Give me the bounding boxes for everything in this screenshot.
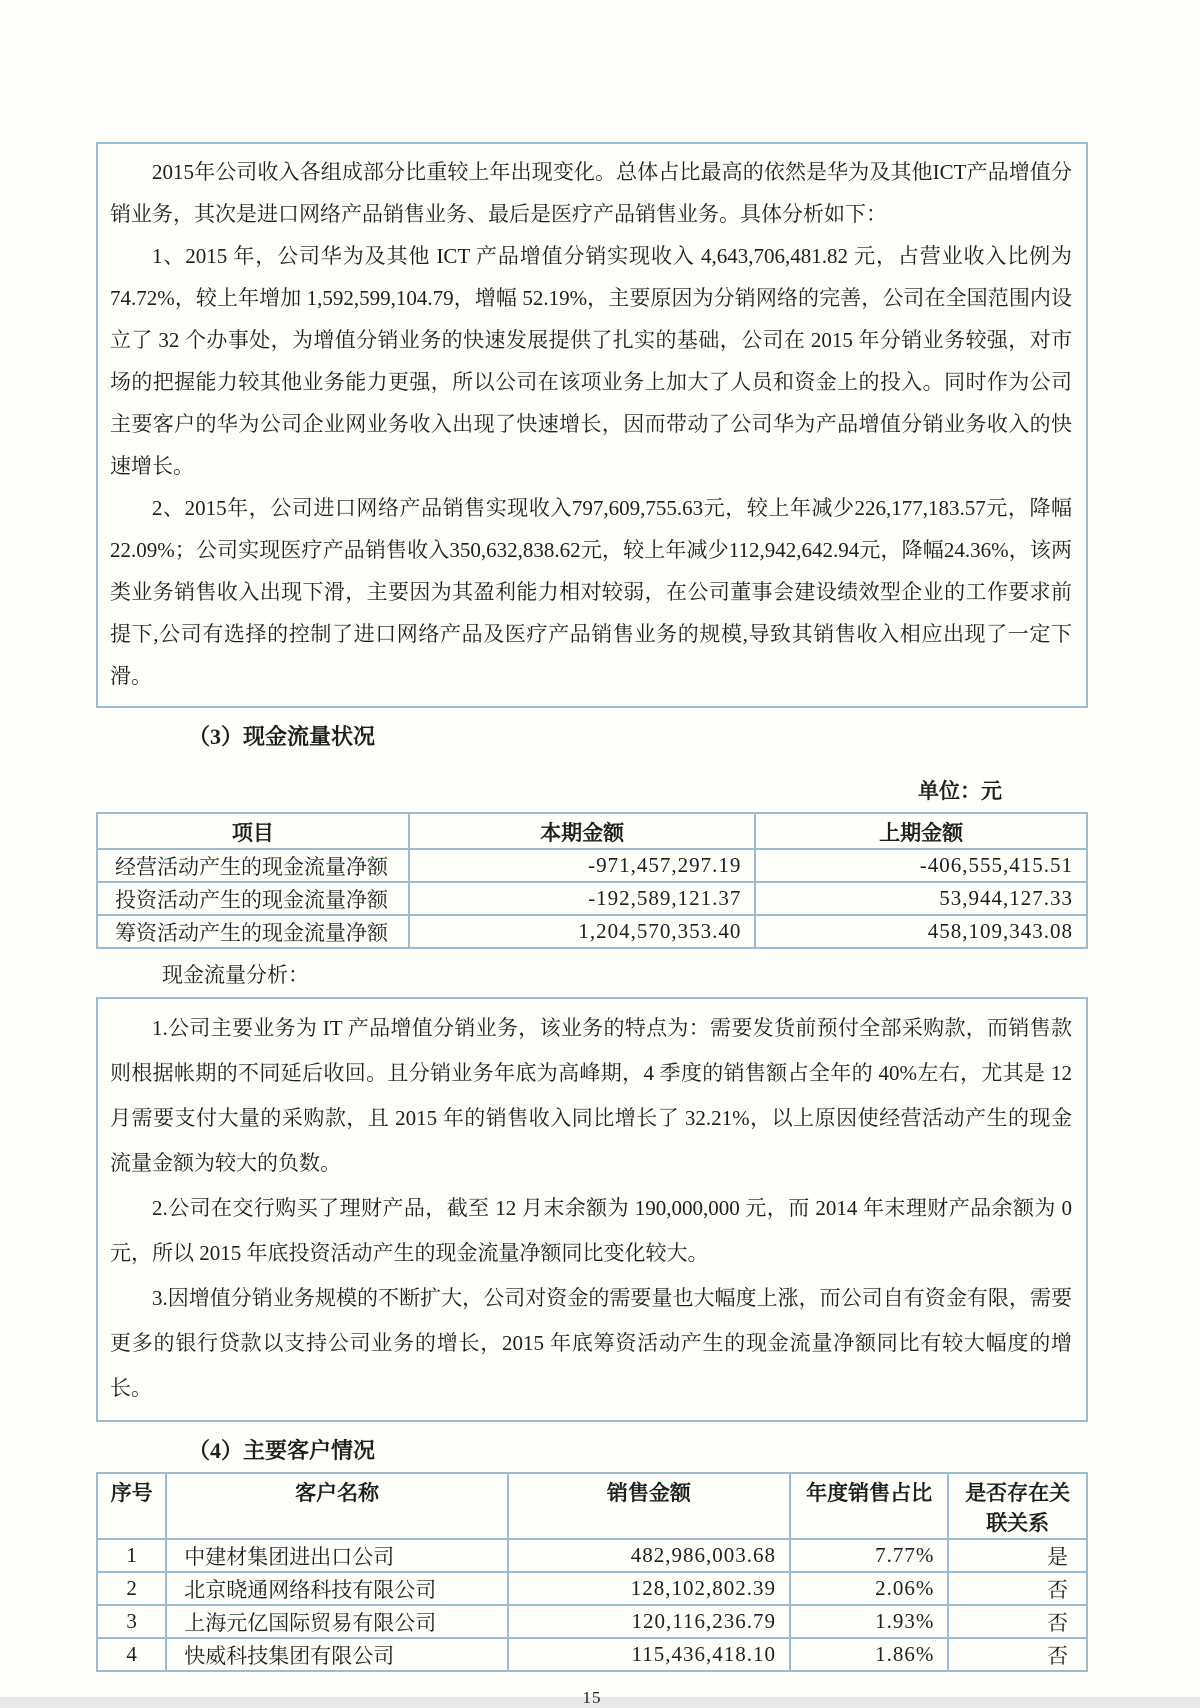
customer-no: 2 [97, 1572, 166, 1605]
cash-flow-item: 筹资活动产生的现金流量净额 [97, 915, 409, 948]
intro-paragraph-3: 2、2015年，公司进口网络产品销售实现收入797,609,755.63元，较上年减少226,177,183.57元，降幅22.09%；公司实现医疗产品销售收入350,632,838.62元，较上年减少112,942,642.94元，降幅24.36%，该两类业务销售收入出现下滑，主要因为其盈利能力相对较弱，在公司董事会建设绩效型企业的工作要求前提下,公司有选择的控制了进口网络产品及医疗产品销售业务的规模,导致其销售收入相应出现了一定下滑。 [110, 496, 1072, 688]
customers-header-related: 是否存在关联关系 [948, 1473, 1087, 1539]
customer-related: 否 [948, 1605, 1087, 1638]
customers-header-name: 客户名称 [166, 1473, 508, 1539]
page-number: 15 [582, 1688, 602, 1707]
table-row [97, 882, 1087, 915]
customer-amount: 115,436,418.10 [508, 1638, 790, 1671]
section-heading-cash-flow: （3）现金流量状况 [188, 724, 376, 749]
intro-text-box [96, 142, 1088, 708]
table-row [97, 1638, 1087, 1671]
cash-flow-header-row [97, 813, 1087, 849]
cash-flow-header-previous: 上期金额 [755, 813, 1087, 849]
customer-no: 4 [97, 1638, 166, 1671]
customer-related: 否 [948, 1572, 1087, 1605]
customer-name: 快威科技集团有限公司 [166, 1638, 508, 1671]
customer-amount: 482,986,003.68 [508, 1539, 790, 1572]
cash-flow-item: 投资活动产生的现金流量净额 [97, 882, 409, 915]
cash-flow-item: 经营活动产生的现金流量净额 [97, 849, 409, 882]
section-heading-customers: （4）主要客户情况 [188, 1438, 376, 1463]
cash-flow-current: 1,204,570,353.40 [409, 915, 756, 948]
customer-no: 1 [97, 1539, 166, 1572]
cash-flow-analysis-label: 现金流量分析： [162, 963, 309, 987]
table-row [97, 849, 1087, 882]
cash-flow-current: -192,589,121.37 [409, 882, 756, 915]
cash-flow-table [96, 812, 1088, 949]
customer-related: 否 [948, 1638, 1087, 1671]
unit-label: 单位：元 [918, 779, 1002, 803]
customer-amount: 120,116,236.79 [508, 1605, 790, 1638]
customers-header-row [97, 1473, 1087, 1539]
analysis-paragraph-2: 2.公司在交行购买了理财产品，截至 12 月末余额为 190,000,000 元，而 2014 年末理财产品余额为 0 元，所以 2015 年底投资活动产生的现金流量净额同比变化较大。 [110, 1196, 1072, 1265]
customers-header-no: 序号 [97, 1473, 166, 1539]
cash-flow-analysis-box [96, 997, 1088, 1422]
customer-pct: 1.93% [790, 1605, 948, 1638]
cash-flow-header-current: 本期金额 [409, 813, 756, 849]
customer-name: 中建材集团进出口公司 [166, 1539, 508, 1572]
customers-table [96, 1472, 1088, 1672]
intro-paragraph-1: 2015年公司收入各组成部分比重较上年出现变化。总体占比最高的依然是华为及其他ICT产品增值分销业务，其次是进口网络产品销售业务、最后是医疗产品销售业务。具体分析如下： [110, 160, 1072, 226]
cash-flow-previous: 458,109,343.08 [755, 915, 1087, 948]
customers-header-pct: 年度销售占比 [790, 1473, 948, 1539]
customer-no: 3 [97, 1605, 166, 1638]
table-row [97, 1605, 1087, 1638]
table-row [97, 1572, 1087, 1605]
customer-amount: 128,102,802.39 [508, 1572, 790, 1605]
customer-pct: 7.77% [790, 1539, 948, 1572]
intro-paragraph-2: 1、2015 年，公司华为及其他 ICT 产品增值分销实现收入 4,643,706,481.82 元，占营业收入比例为74.72%，较上年增加 1,592,599,104.79，增幅 52.19%，主要原因为分销网络的完善，公司在全国范围内设立了 32 个办事处，为增值分销业务的快速发展提供了扎实的基础，公司在 2015 年分销业务较强，对市场的把握能力较其他业务能力更强，所以公司在该项业务上加大了人员和资金上的投入。同时作为公司主要客户的华为公司企业网业务收入出现了快速增长，因而带动了公司华为产品增值分销业务收入的快速增长。 [110, 244, 1072, 478]
customer-related: 是 [948, 1539, 1087, 1572]
analysis-paragraph-3: 3.因增值分销业务规模的不断扩大，公司对资金的需要量也大幅度上涨，而公司自有资金有限，需要更多的银行贷款以支持公司业务的增长，2015 年底筹资活动产生的现金流量净额同比有较大幅度的增长。 [110, 1286, 1072, 1400]
customer-name: 北京晓通网络科技有限公司 [166, 1572, 508, 1605]
cash-flow-header-item: 项目 [97, 813, 409, 849]
table-row [97, 1539, 1087, 1572]
page-content [96, 142, 1088, 1708]
cash-flow-previous: 53,944,127.33 [755, 882, 1087, 915]
cash-flow-previous: -406,555,415.51 [755, 849, 1087, 882]
customer-pct: 1.86% [790, 1638, 948, 1671]
cash-flow-current: -971,457,297.19 [409, 849, 756, 882]
customers-header-amount: 销售金额 [508, 1473, 790, 1539]
customer-name: 上海元亿国际贸易有限公司 [166, 1605, 508, 1638]
analysis-paragraph-1: 1.公司主要业务为 IT 产品增值分销业务，该业务的特点为：需要发货前预付全部采购款，而销售款则根据帐期的不同延后收回。且分销业务年底为高峰期，4 季度的销售额占全年的 40%左右，尤其是 12 月需要支付大量的采购款，且 2015 年的销售收入同比增长了 32.21%，以上原因使经营活动产生的现金流量金额为较大的负数。 [110, 1016, 1072, 1175]
table-row [97, 915, 1087, 948]
customer-pct: 2.06% [790, 1572, 948, 1605]
